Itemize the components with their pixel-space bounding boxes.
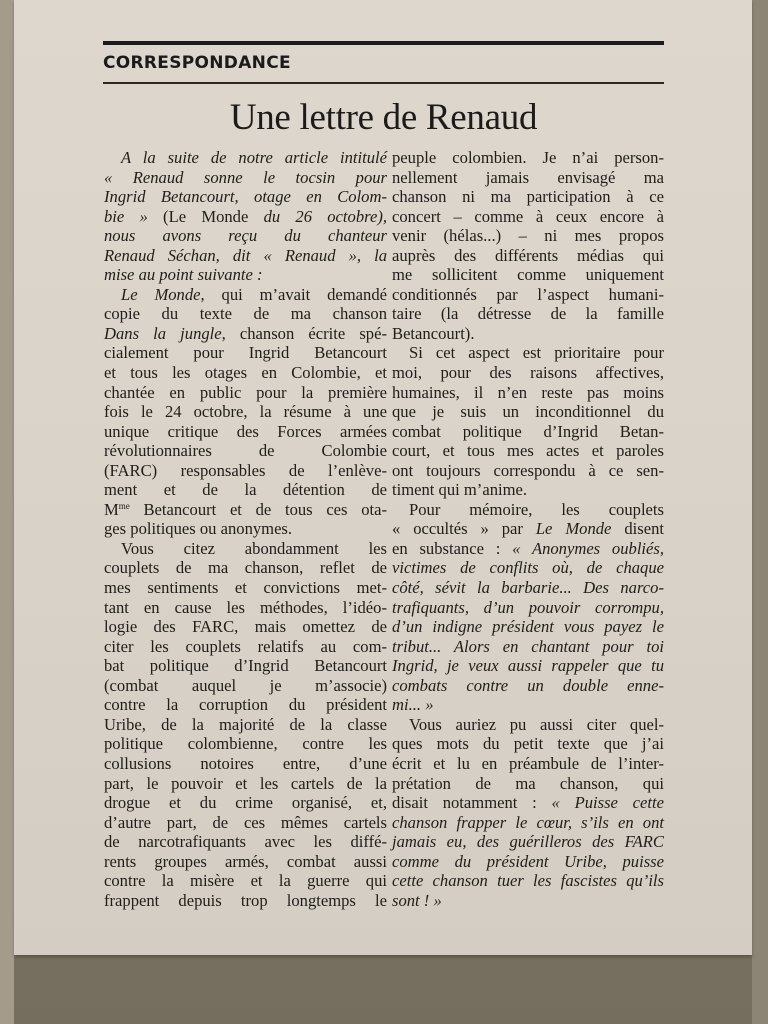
text-segment: M [104, 499, 119, 519]
text-segment: contre la corruption du président [104, 695, 387, 715]
text-segment: , chanson écrite spé- [221, 323, 387, 343]
text-line [392, 265, 664, 285]
text-segment: me sollicitent comme uniquement [392, 265, 664, 285]
text-segment: mes sentiments et convictions met- [104, 578, 387, 598]
text-segment: ques mots du petit texte que j’ai [392, 734, 664, 754]
text-segment: A la suite de notre article intitulé [121, 148, 387, 167]
text-segment: et tous les otages en Colombie, et [104, 363, 387, 383]
text-line [104, 324, 387, 344]
text-segment: taire (la détresse de la famille [392, 304, 664, 324]
text-line [392, 285, 664, 305]
text-line [392, 343, 664, 363]
text-line [104, 304, 387, 324]
text-segment: jamais eu, des guérilleros des FARC [392, 832, 664, 852]
text-line [104, 480, 387, 500]
text-line [104, 813, 387, 833]
text-segment: chanson ni ma participation à ce [392, 187, 664, 207]
text-line [104, 226, 387, 246]
text-segment: Vous auriez pu aussi citer quel- [409, 714, 664, 734]
text-line [104, 461, 387, 481]
text-segment: humaines, il n’en reste pas moins [392, 382, 664, 402]
article-column-left [104, 148, 387, 910]
text-line [104, 363, 387, 383]
text-line [104, 852, 387, 872]
text-segment: court, et tous mes actes et paroles [392, 441, 664, 461]
text-segment: « Anonymes oubliés, [512, 538, 665, 558]
text-segment: copie du texte de ma chanson [104, 304, 387, 324]
text-segment: chantée en public pour la première [104, 382, 387, 402]
text-line [392, 226, 664, 246]
text-segment: mise au point suivante : [104, 265, 263, 285]
text-line [104, 754, 387, 774]
text-line [392, 422, 664, 442]
text-segment: fois le 24 octobre, la résume à une [104, 402, 387, 422]
text-line [104, 148, 387, 168]
text-line [392, 793, 664, 813]
text-line [104, 343, 387, 363]
text-line [392, 363, 664, 383]
text-segment: combats contre un double enne- [392, 675, 664, 695]
text-segment: ont toujours correspondu à ce sen- [392, 460, 664, 480]
text-line [392, 734, 664, 754]
text-line [104, 207, 387, 227]
text-line [392, 558, 664, 578]
text-line [104, 891, 387, 911]
text-segment: d’un indigne président vous payez le [392, 617, 664, 637]
text-line [104, 500, 387, 520]
text-segment: frappent depuis trop longtemps le [104, 890, 387, 910]
text-segment: d’autre part, de ces mêmes cartels [104, 812, 387, 832]
text-segment: logie des FARC, mais omettez de [104, 617, 387, 637]
text-segment: Le Monde [535, 519, 612, 539]
text-segment: « occultés » par [392, 519, 536, 539]
text-segment: couplets de ma chanson, reflet de [104, 558, 387, 578]
superscript-text: me [118, 500, 130, 511]
text-segment: collusions notoires entre, d’une [104, 753, 387, 773]
text-line [104, 715, 387, 735]
text-segment: Le Monde [121, 284, 201, 304]
text-segment: prétation de ma chanson, qui [392, 773, 664, 793]
text-line [392, 402, 664, 422]
text-segment: disait notamment : [392, 793, 552, 813]
text-line [392, 246, 664, 266]
newspaper-clipping [14, 0, 752, 955]
text-segment: cette chanson tuer les fascistes qu’ils [392, 871, 664, 891]
text-segment: mi... » [392, 695, 434, 715]
text-segment: bie » [104, 206, 148, 226]
text-line [104, 246, 387, 266]
text-line [392, 695, 664, 715]
text-line [392, 539, 664, 559]
text-segment: , qui m’avait demandé [200, 284, 388, 304]
text-segment: combat politique d’Ingrid Betan- [392, 421, 664, 441]
text-segment: Dans la jungle [104, 323, 222, 343]
text-segment: tribut... Alors en chantant pour toi [392, 636, 664, 656]
text-line [392, 187, 664, 207]
section-heading: CORRESPONDANCE [103, 53, 291, 73]
text-line [392, 832, 664, 852]
text-segment: trafiquants, d’un pouvoir corrompu, [392, 597, 664, 617]
text-line [104, 578, 387, 598]
text-line [392, 852, 664, 872]
text-segment: nous avons reçu du chanteur [104, 226, 387, 246]
text-line [392, 500, 664, 520]
text-segment: que je suis un inconditionnel du [392, 402, 664, 422]
text-line [104, 598, 387, 618]
text-segment: bat politique d’Ingrid Betancourt [104, 656, 387, 676]
text-line [104, 383, 387, 403]
wall-background-right [752, 0, 768, 1024]
text-segment: Ingrid Betancourt, otage en Colom- [104, 187, 387, 207]
text-line [392, 637, 664, 657]
text-line [104, 774, 387, 794]
text-line [104, 832, 387, 852]
text-segment: comme du président Uribe, puisse [392, 851, 664, 871]
text-segment: tant en cause les méthodes, l’idéo- [104, 597, 387, 617]
text-segment: Vous citez abondamment les [121, 538, 387, 558]
text-line [104, 695, 387, 715]
text-line [392, 715, 664, 735]
text-line [392, 148, 664, 168]
text-segment: auprès des différents médias qui [392, 245, 664, 265]
text-segment: (combat auquel je m’associe) [104, 675, 387, 695]
text-line [392, 324, 664, 344]
text-segment: Pour mémoire, les couplets [409, 499, 664, 519]
text-line [104, 793, 387, 813]
text-segment: citer les couplets relatifs au com- [104, 636, 387, 656]
text-segment: de narcotrafiquants avec les diffé- [104, 832, 387, 852]
text-segment: disent [611, 519, 664, 539]
article-title: Une lettre de Renaud [229, 97, 538, 138]
text-line [104, 441, 387, 461]
text-line [392, 519, 664, 539]
wall-background-left [0, 0, 14, 1024]
article-column-right [392, 148, 664, 910]
text-segment: chanson frapper le cœur, s’ils en ont [392, 812, 664, 832]
text-segment: Betancourt). [392, 323, 475, 343]
text-line [392, 871, 664, 891]
text-segment: « Renaud sonne le tocsin pour [104, 167, 387, 187]
text-line [392, 617, 664, 637]
text-segment: sont ! » [392, 890, 442, 910]
text-segment: drogue et du crime organisé, et, [104, 793, 387, 813]
text-segment: unique critique des Forces armées [104, 421, 387, 441]
text-line [104, 617, 387, 637]
text-segment: venir (hélas...) – ni mes propos [392, 226, 664, 246]
text-segment: écrit et lu en préambule de l’inter- [392, 753, 664, 773]
text-segment: Renaud Séchan, dit « Renaud », la [104, 245, 387, 265]
text-line [104, 519, 387, 539]
text-segment: ges politiques ou anonymes. [104, 519, 293, 539]
text-line [392, 578, 664, 598]
text-line [104, 734, 387, 754]
text-line [392, 754, 664, 774]
text-segment: révolutionnaires de Colombie [104, 441, 387, 461]
text-line [392, 383, 664, 403]
text-segment: « Puisse cette [551, 793, 665, 813]
text-line [392, 207, 664, 227]
text-line [104, 187, 387, 207]
text-line [392, 598, 664, 618]
text-line [104, 422, 387, 442]
text-segment: conditionnés par l’aspect humani- [392, 284, 664, 304]
text-segment: nellement jamais envisagé ma [392, 167, 664, 187]
text-line [392, 813, 664, 833]
text-segment: (Le Monde [147, 206, 264, 226]
text-segment: moi, pour des raisons affectives, [392, 363, 664, 383]
text-line [104, 637, 387, 657]
text-line [104, 168, 387, 188]
header-rule-thin [103, 82, 664, 84]
text-segment: Ingrid, je veux aussi rappeler que tu [392, 656, 664, 676]
text-segment: victimes de conflits où, de chaque [392, 558, 664, 578]
text-line [392, 168, 664, 188]
text-line [392, 304, 664, 324]
text-line [104, 402, 387, 422]
text-segment: Si cet aspect est prioritaire pour [409, 343, 664, 363]
text-line [392, 461, 664, 481]
text-line [104, 285, 387, 305]
header-rule-thick [103, 41, 664, 45]
text-segment: ment et de la détention de [104, 480, 387, 500]
text-segment: (FARC) responsables de l’enlève- [104, 460, 387, 480]
text-line [104, 265, 387, 285]
text-line [104, 656, 387, 676]
text-segment: côté, sévit la barbarie... Des narco- [392, 578, 664, 598]
text-segment: contre la misère et la guerre qui [104, 871, 387, 891]
text-segment: cialement pour Ingrid Betancourt [104, 343, 387, 363]
text-segment: Betancourt et de tous ces ota- [129, 499, 387, 519]
text-segment: timent qui m’anime. [392, 480, 528, 500]
text-line [392, 676, 664, 696]
text-line [392, 656, 664, 676]
text-line [392, 441, 664, 461]
text-segment: part, le pouvoir et les cartels de la [104, 773, 387, 793]
text-segment: politique colombienne, contre les [104, 734, 387, 754]
text-line [104, 676, 387, 696]
text-segment: en substance : [392, 538, 513, 558]
text-segment: peuple colombien. Je n’ai person- [392, 148, 664, 167]
text-line [392, 480, 664, 500]
text-line [392, 774, 664, 794]
text-segment: rents groupes armés, combat aussi [104, 851, 387, 871]
text-segment: Uribe, de la majorité de la classe [104, 714, 387, 734]
text-segment: du 26 octobre), [263, 206, 387, 226]
text-line [104, 871, 387, 891]
text-segment: concert – comme à ceux encore à [392, 206, 664, 226]
text-line [104, 558, 387, 578]
text-line [392, 891, 664, 911]
text-line [104, 539, 387, 559]
